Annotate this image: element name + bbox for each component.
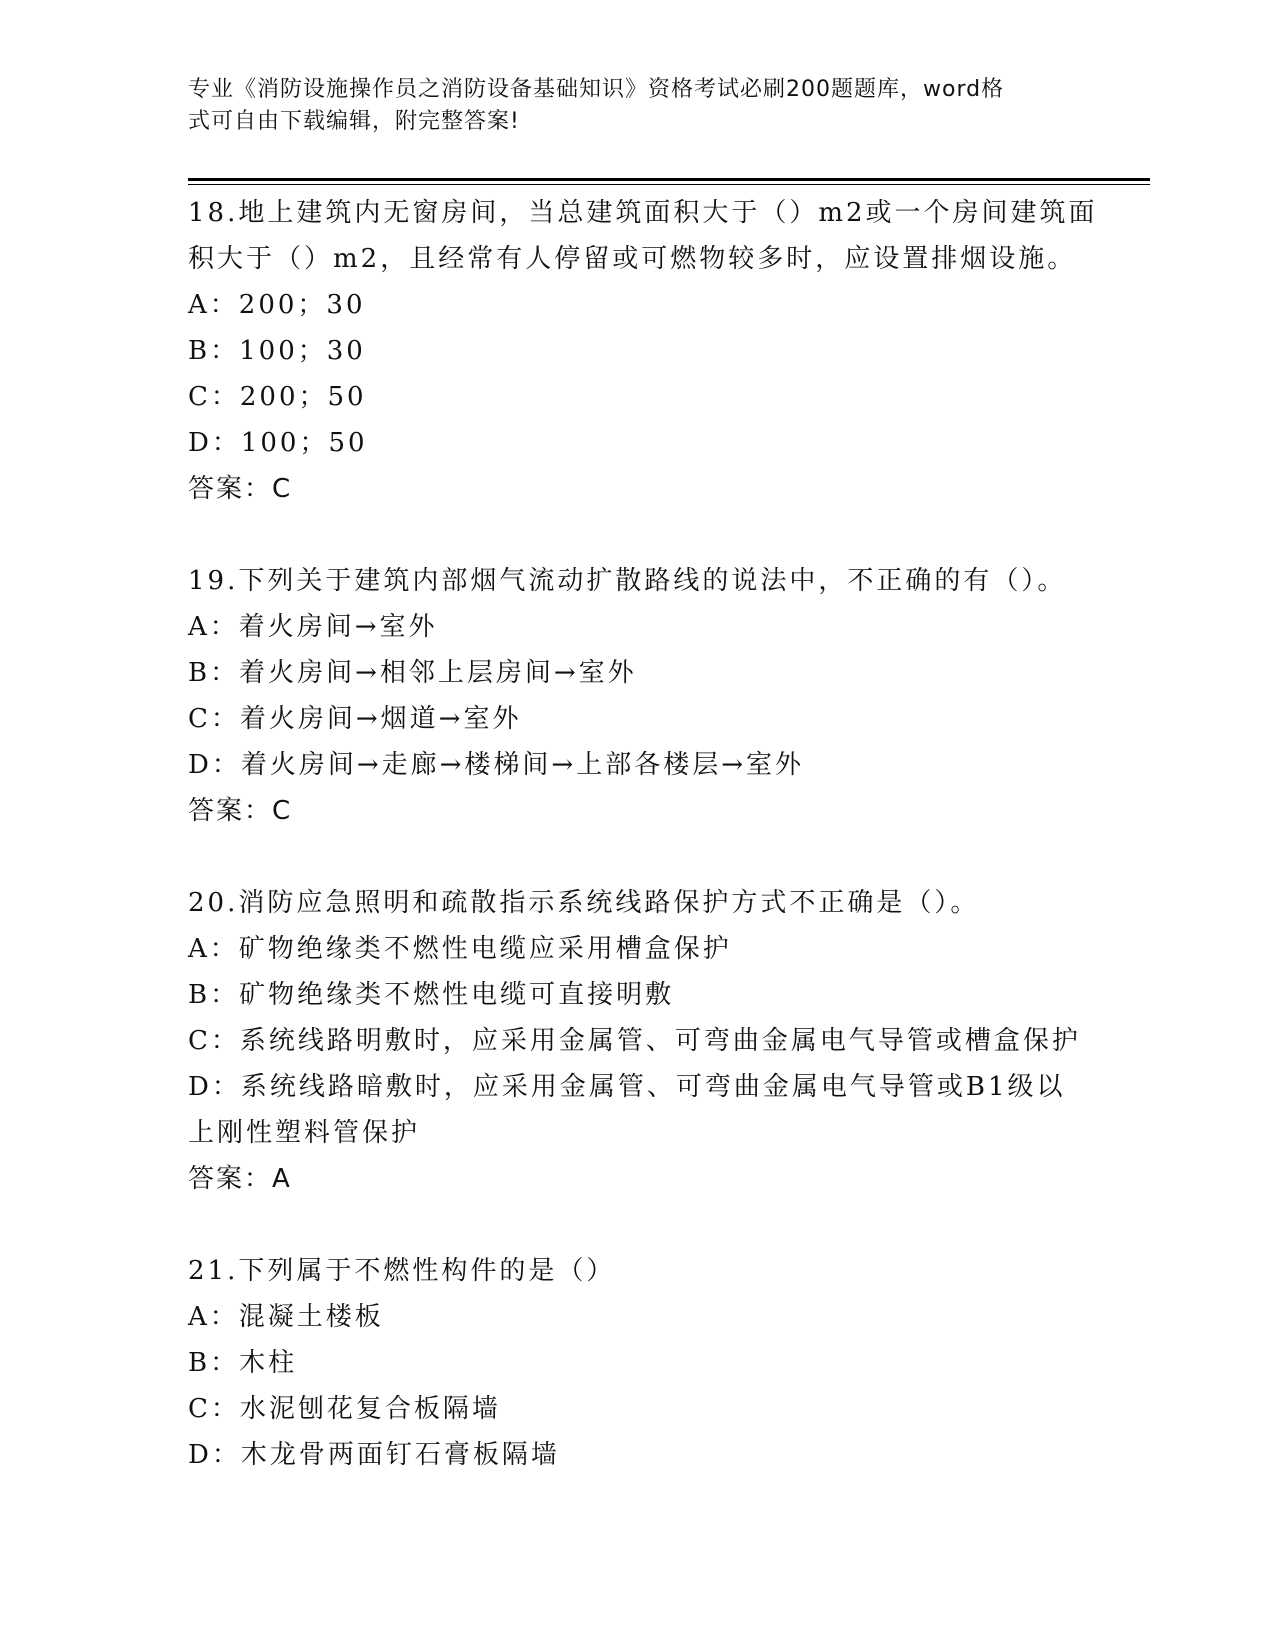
answer-line: 答案：A: [188, 1164, 292, 1194]
question-stem-line: 20.消防应急照明和疏散指示系统线路保护方式不正确是（）。: [188, 888, 980, 918]
question-stem-line: 21.下列属于不燃性构件的是（）: [188, 1256, 616, 1286]
question-option-line: D：木龙骨两面钉石膏板隔墙: [188, 1440, 560, 1470]
question-option-line: C：200；50: [188, 382, 367, 412]
document-header: [188, 74, 1068, 138]
question-option-line: D：系统线路暗敷时，应采用金属管、可弯曲金属电气导管或B1级以: [188, 1072, 1066, 1102]
header-divider-thin: [188, 184, 1150, 185]
question-option-line: B：木柱: [188, 1348, 298, 1378]
header-divider-thick: [188, 178, 1150, 181]
question-item: [188, 1248, 1088, 1478]
question-option-line: D：着火房间→走廊→楼梯间→上部各楼层→室外: [188, 750, 804, 780]
question-option-line: A：200；30: [188, 290, 366, 320]
question-option-line: A：混凝土楼板: [188, 1302, 384, 1332]
question-option-line: D：100；50: [188, 428, 368, 458]
question-stem-line: 19.下列关于建筑内部烟气流动扩散路线的说法中，不正确的有（）。: [188, 566, 1067, 596]
question-option-line: B：100；30: [188, 336, 366, 366]
question-option-line: A：矿物绝缘类不燃性电缆应采用槽盒保护: [188, 934, 732, 964]
header-line-2: 式可自由下载编辑，附完整答案!: [188, 109, 520, 134]
question-option-line: B：着火房间→相邻上层房间→室外: [188, 658, 637, 688]
answer-line: 答案：C: [188, 474, 293, 504]
question-item: [188, 190, 1098, 512]
question-option-line: C：系统线路明敷时，应采用金属管、可弯曲金属电气导管或槽盒保护: [188, 1026, 1081, 1056]
question-option-line: 上刚性塑料管保护: [188, 1118, 421, 1148]
question-item: [188, 880, 1088, 1202]
question-option-line: A：着火房间→室外: [188, 612, 438, 642]
question-item: [188, 558, 1088, 834]
answer-line: 答案：C: [188, 796, 293, 826]
question-stem-line: 18.地上建筑内无窗房间，当总建筑面积大于（）m2或一个房间建筑面: [188, 198, 1098, 228]
question-stem-line: 积大于（）m2，且经常有人停留或可燃物较多时，应设置排烟设施。: [188, 244, 1077, 274]
header-line-1: 专业《消防设施操作员之消防设备基础知识》资格考试必刷200题题库，word格: [188, 77, 1005, 102]
question-option-line: C：水泥刨花复合板隔墙: [188, 1394, 501, 1424]
question-list: [188, 190, 1098, 1478]
question-option-line: B：矿物绝缘类不燃性电缆可直接明敷: [188, 980, 675, 1010]
question-option-line: C：着火房间→烟道→室外: [188, 704, 522, 734]
